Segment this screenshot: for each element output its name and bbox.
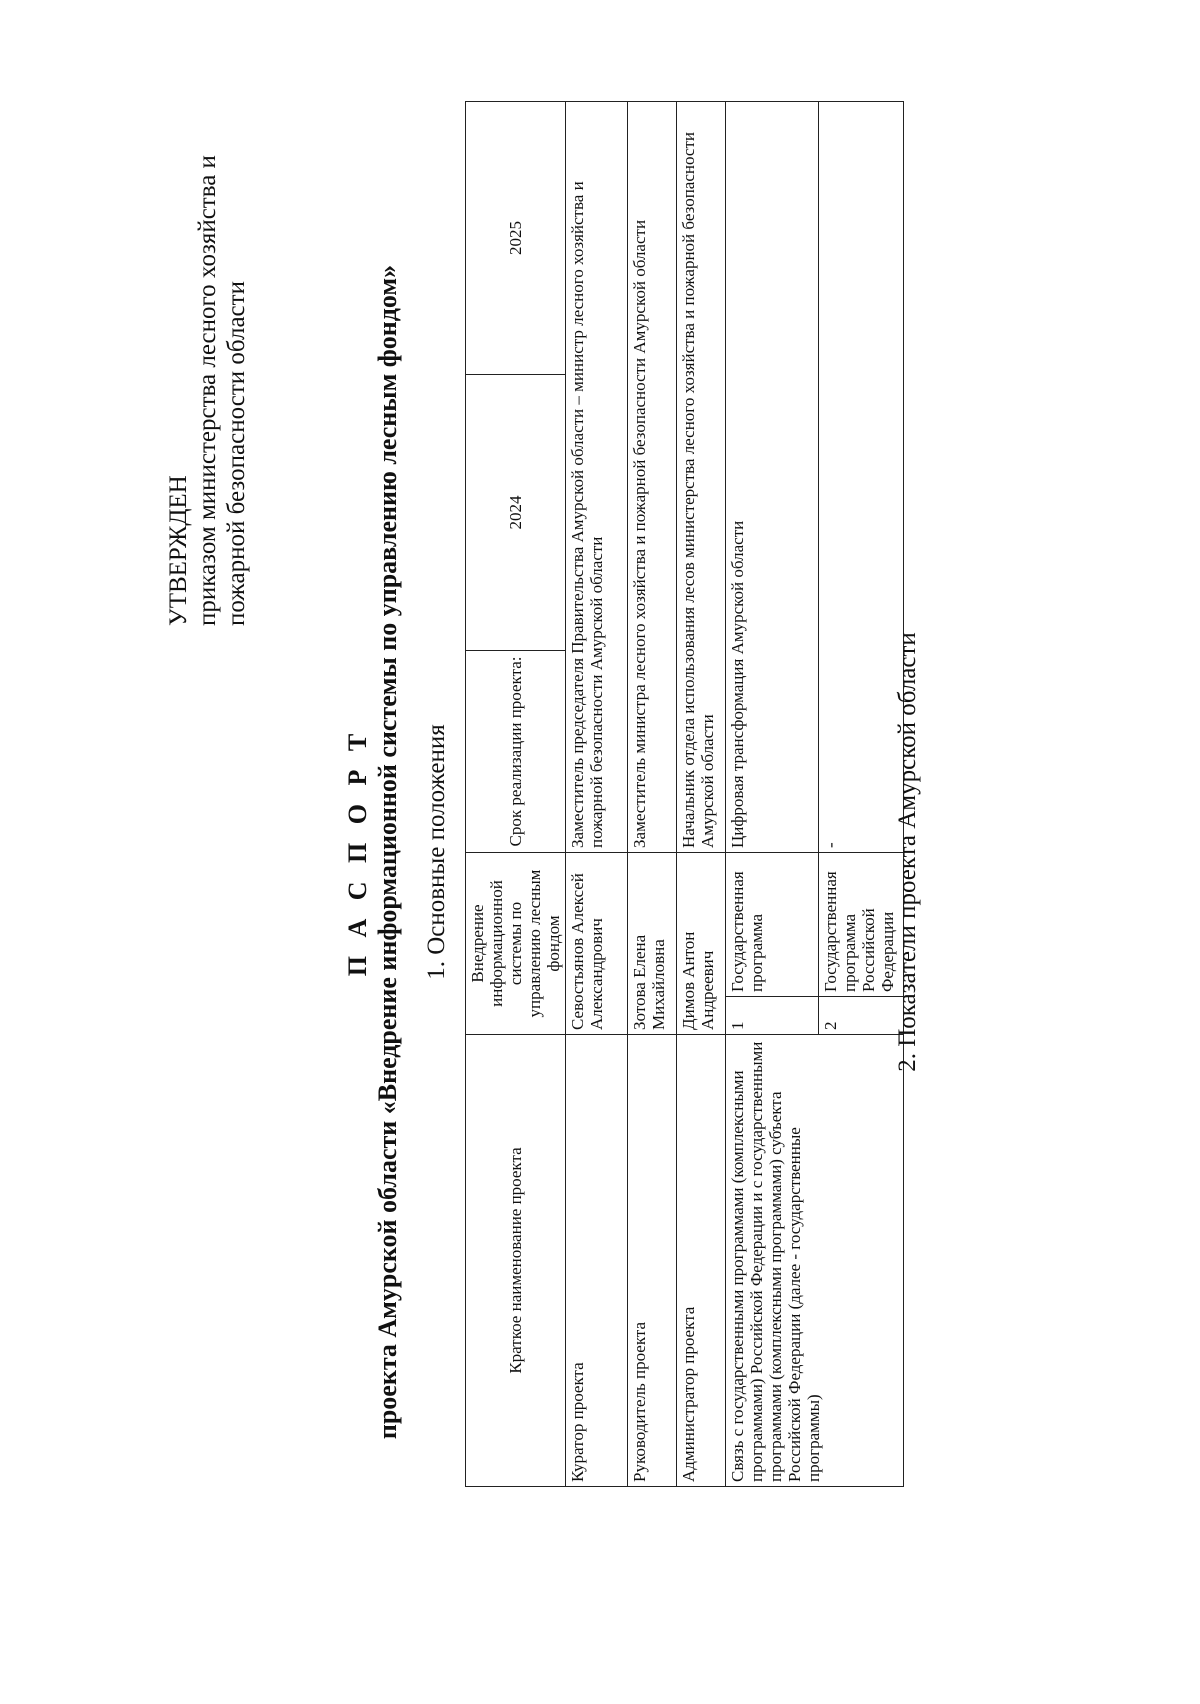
section-heading-1: 1. Основные положения xyxy=(423,724,450,980)
curator-name: Севостьянов Алексей Александрович xyxy=(566,852,628,1034)
program-value: - xyxy=(819,101,904,852)
table-row xyxy=(677,101,726,1486)
passport-table xyxy=(465,101,904,1487)
program-value: Цифровая трансформация Амурской области xyxy=(726,101,819,852)
year-start: 2024 xyxy=(466,374,566,650)
table-row xyxy=(628,101,677,1486)
short-name-value: Внедрение информационной системы по управлению лесным фондом xyxy=(466,852,566,1034)
admin-label: Администратор проекта xyxy=(677,1035,726,1487)
admin-name: Димов Антон Андреевич xyxy=(677,852,726,1034)
head-label: Руководитель проекта xyxy=(628,1035,677,1487)
programs-label: Связь с государственными программами (комплексными программами) Российской Федерации и с государственными программами (комплексными программами) субъекта Российской Федерации (далее - государственные программы) xyxy=(726,1035,904,1487)
table-row xyxy=(466,101,566,1486)
title-project-name: проекта Амурской области «Внедрение информационной системы по управлению лесным фондом» xyxy=(373,264,402,1440)
approval-stamp xyxy=(164,106,251,626)
admin-position: Начальник отдела использования лесов министерства лесного хозяйства и пожарной безопасности Амурской области xyxy=(677,101,726,852)
approval-line-2: пожарной безопасности области xyxy=(223,281,250,626)
section-heading-2: 2. Показатели проекта Амурской области xyxy=(894,632,921,1072)
program-type: Государственная программа Российской Федерации xyxy=(819,852,904,996)
term-label: Срок реализации проекта: xyxy=(466,650,566,852)
table-row xyxy=(726,101,819,1486)
curator-position: Заместитель председателя Правительства Амурской области – министр лесного хозяйства и пожарной безопасности Амурской области xyxy=(566,101,628,852)
curator-label: Куратор проекта xyxy=(566,1035,628,1487)
title-passport: П А С П О Р Т xyxy=(343,727,372,977)
head-position: Заместитель министра лесного хозяйства и пожарной безопасности Амурской области xyxy=(628,101,677,852)
table-row xyxy=(566,101,628,1486)
program-type: Государственная программа xyxy=(726,852,819,996)
program-num: 2 xyxy=(819,997,904,1035)
approval-heading: УТВЕРЖДЕН xyxy=(165,475,192,626)
approval-line-1: приказом министерства лесного хозяйства и xyxy=(194,155,221,626)
head-name: Зотова Елена Михайловна xyxy=(628,852,677,1034)
program-num: 1 xyxy=(726,997,819,1035)
document-title xyxy=(343,0,403,1704)
short-name-label: Краткое наименование проекта xyxy=(466,1035,566,1487)
year-end: 2025 xyxy=(466,101,566,374)
